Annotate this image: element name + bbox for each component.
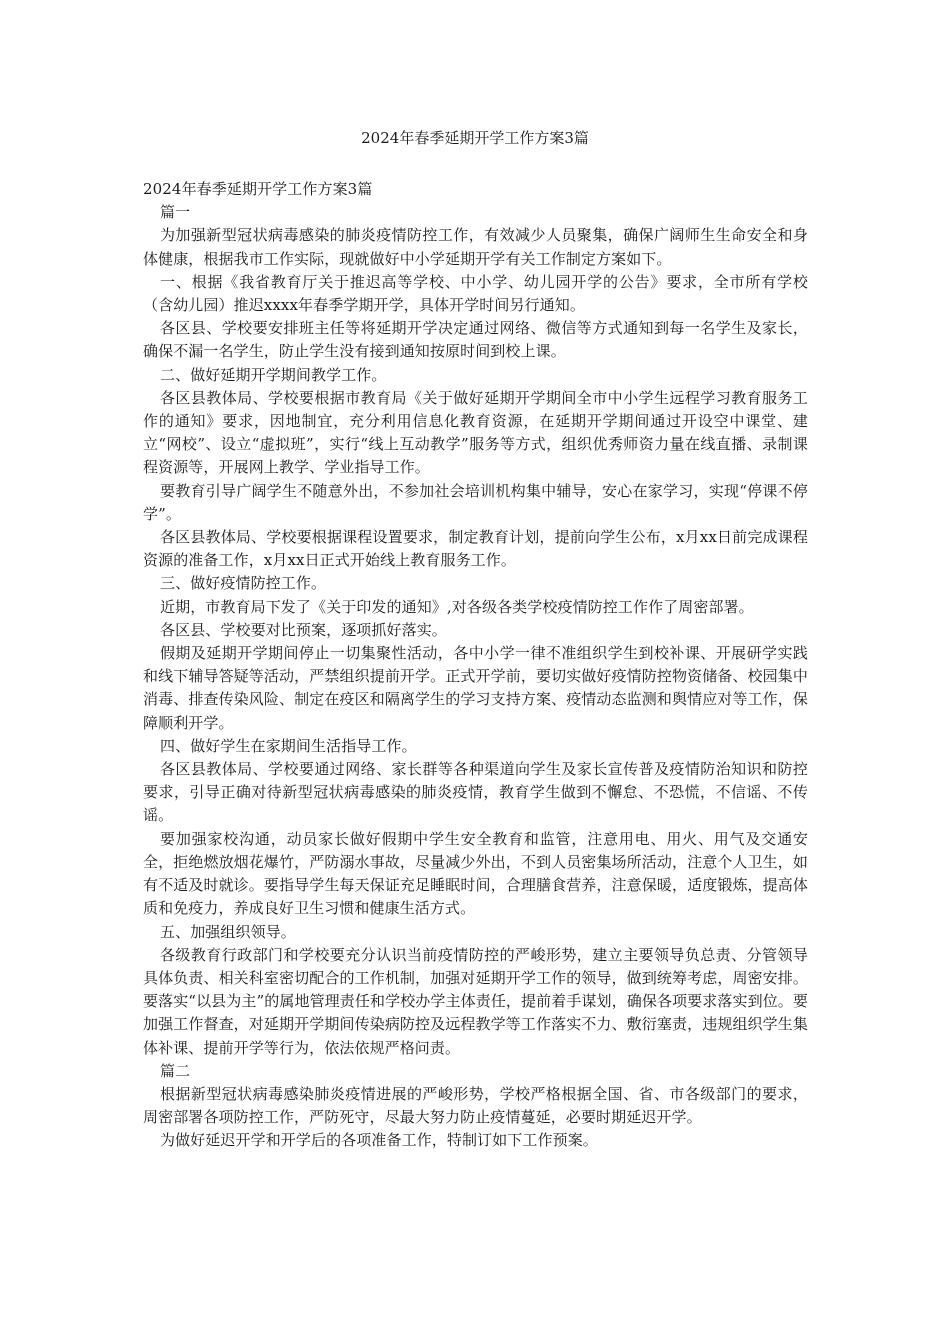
body-paragraph: 根据新型冠状病毒感染肺炎疫情进展的严峻形势，学校严格根据全国、省、市各级部门的要求，周密部署各项防控工作，严防死守，尽最大努力防止疫情蔓延，必要时期延迟开学。 xyxy=(143,1084,808,1127)
body-paragraph: 各区县、学校要安排班主任等将延期开学决定通过网络、微信等方式通知到每一名学生及家长，确保不漏一名学生，防止学生没有接到通知按原时间到校上课。 xyxy=(143,319,808,361)
body-paragraph: 假期及延期开学期间停止一切集聚性活动，各中小学一律不准组织学生到校补课、开展研学实践和线下辅导答疑等活动，严禁组织提前开学。正式开学前，要切实做好疫情防控物资储备、校园集中消毒、排查传染风险、制定在疫区和隔离学生的学习支持方案、疫情动态监测和舆情应对等工作，保障顺利开学。 xyxy=(143,644,808,732)
body-paragraph: 各区县教体局、学校要根据课程设置要求，制定教育计划，提前向学生公布，x月xx日前完成课程资源的准备工作，x月xx日正式开始线上教育服务工作。 xyxy=(143,528,808,570)
section-heading: 三、做好疫情防控工作。 xyxy=(160,574,327,593)
document-subtitle: 2024年春季延期开学工作方案3篇 xyxy=(143,180,373,198)
body-paragraph: 一、根据《我省教育厅关于推迟高等学校、中小学、幼儿园开学的公告》要求，全市所有学校（含幼儿园）推迟xxxx年春季学期开学，具体开学时间另行通知。 xyxy=(143,272,808,315)
body-paragraph: 各区县、学校要对比预案，逐项抓好落实。 xyxy=(160,620,447,639)
body-paragraph: 为做好延迟开学和开学后的各项准备工作，特制订如下工作预案。 xyxy=(160,1131,598,1150)
body-paragraph: 为加强新型冠状病毒感染的肺炎疫情防控工作，有效减少人员聚集，确保广阔师生生命安全和身体健康，根据我市工作实际，现就做好中小学延期开学有关工作制定方案如下。 xyxy=(143,226,808,268)
section-heading-part-1: 篇一 xyxy=(160,203,191,222)
page-title: 2024年春季延期开学工作方案3篇 xyxy=(361,129,589,147)
section-heading: 五、加强组织领导。 xyxy=(160,922,296,941)
document-body xyxy=(143,178,808,1153)
body-paragraph: 要教育引导广阔学生不随意外出，不参加社会培训机构集中辅导，安心在家学习，实现“停课不停学”。 xyxy=(143,481,808,523)
body-paragraph: 要加强家校沟通，动员家长做好假期中学生安全教育和监管，注意用电、用火、用气及交通安全，拒绝燃放烟花爆竹，严防溺水事故，尽量减少外出，不到人员密集场所活动，注意个人卫生，如有不适及时就诊。要指导学生每天保证充足睡眠时间，合理膳食营养，注意保暖，适度锻炼，提高体质和免疫力，养成良好卫生习惯和健康生活方式。 xyxy=(143,829,808,918)
body-paragraph: 各区县教体局、学校要通过网络、家长群等各种渠道向学生及家长宣传普及疫情防治知识和防控要求，引导正确对待新型冠状病毒感染的肺炎疫情，教育学生做到不懈怠、不恐慌，不信谣、不传谣。 xyxy=(143,760,808,825)
body-paragraph: 各级教育行政部门和学校要充分认识当前疫情防控的严峻形势，建立主要领导负总责、分管领导具体负责、相关科室密切配合的工作机制，加强对延期开学工作的领导，做到统筹考虑，周密安排。要落实“以县为主”的属地管理责任和学校办学主体责任，提前着手谋划，确保各项要求落实到位。要加强工作督查，对延期开学期间传染病防控及远程教学等工作落实不力、敷衍塞责，违规组织学生集体补课、提前开学等行为，依法依规严格问责。 xyxy=(143,945,808,1057)
body-paragraph: 近期，市教育局下发了《关于印发的通知》,对各级各类学校疫情防控工作作了周密部署。 xyxy=(160,597,754,616)
body-paragraph: 各区县教体局、学校要根据市教育局《关于做好延期开学期间全市中小学生远程学习教育服务工作的通知》要求，因地制宜，充分利用信息化教育资源，在延期开学期间通过开设空中课堂、建立“网校”、设立“虚拟班”，实行“线上互动教学”服务等方式，组织优秀师资力量在线直播、录制课程资源等，开展网上教学、学业指导工作。 xyxy=(143,388,808,477)
section-heading: 二、做好延期开学期间教学工作。 xyxy=(160,365,387,384)
section-heading-part-2: 篇二 xyxy=(160,1061,191,1080)
section-heading: 四、做好学生在家期间生活指导工作。 xyxy=(160,736,417,755)
